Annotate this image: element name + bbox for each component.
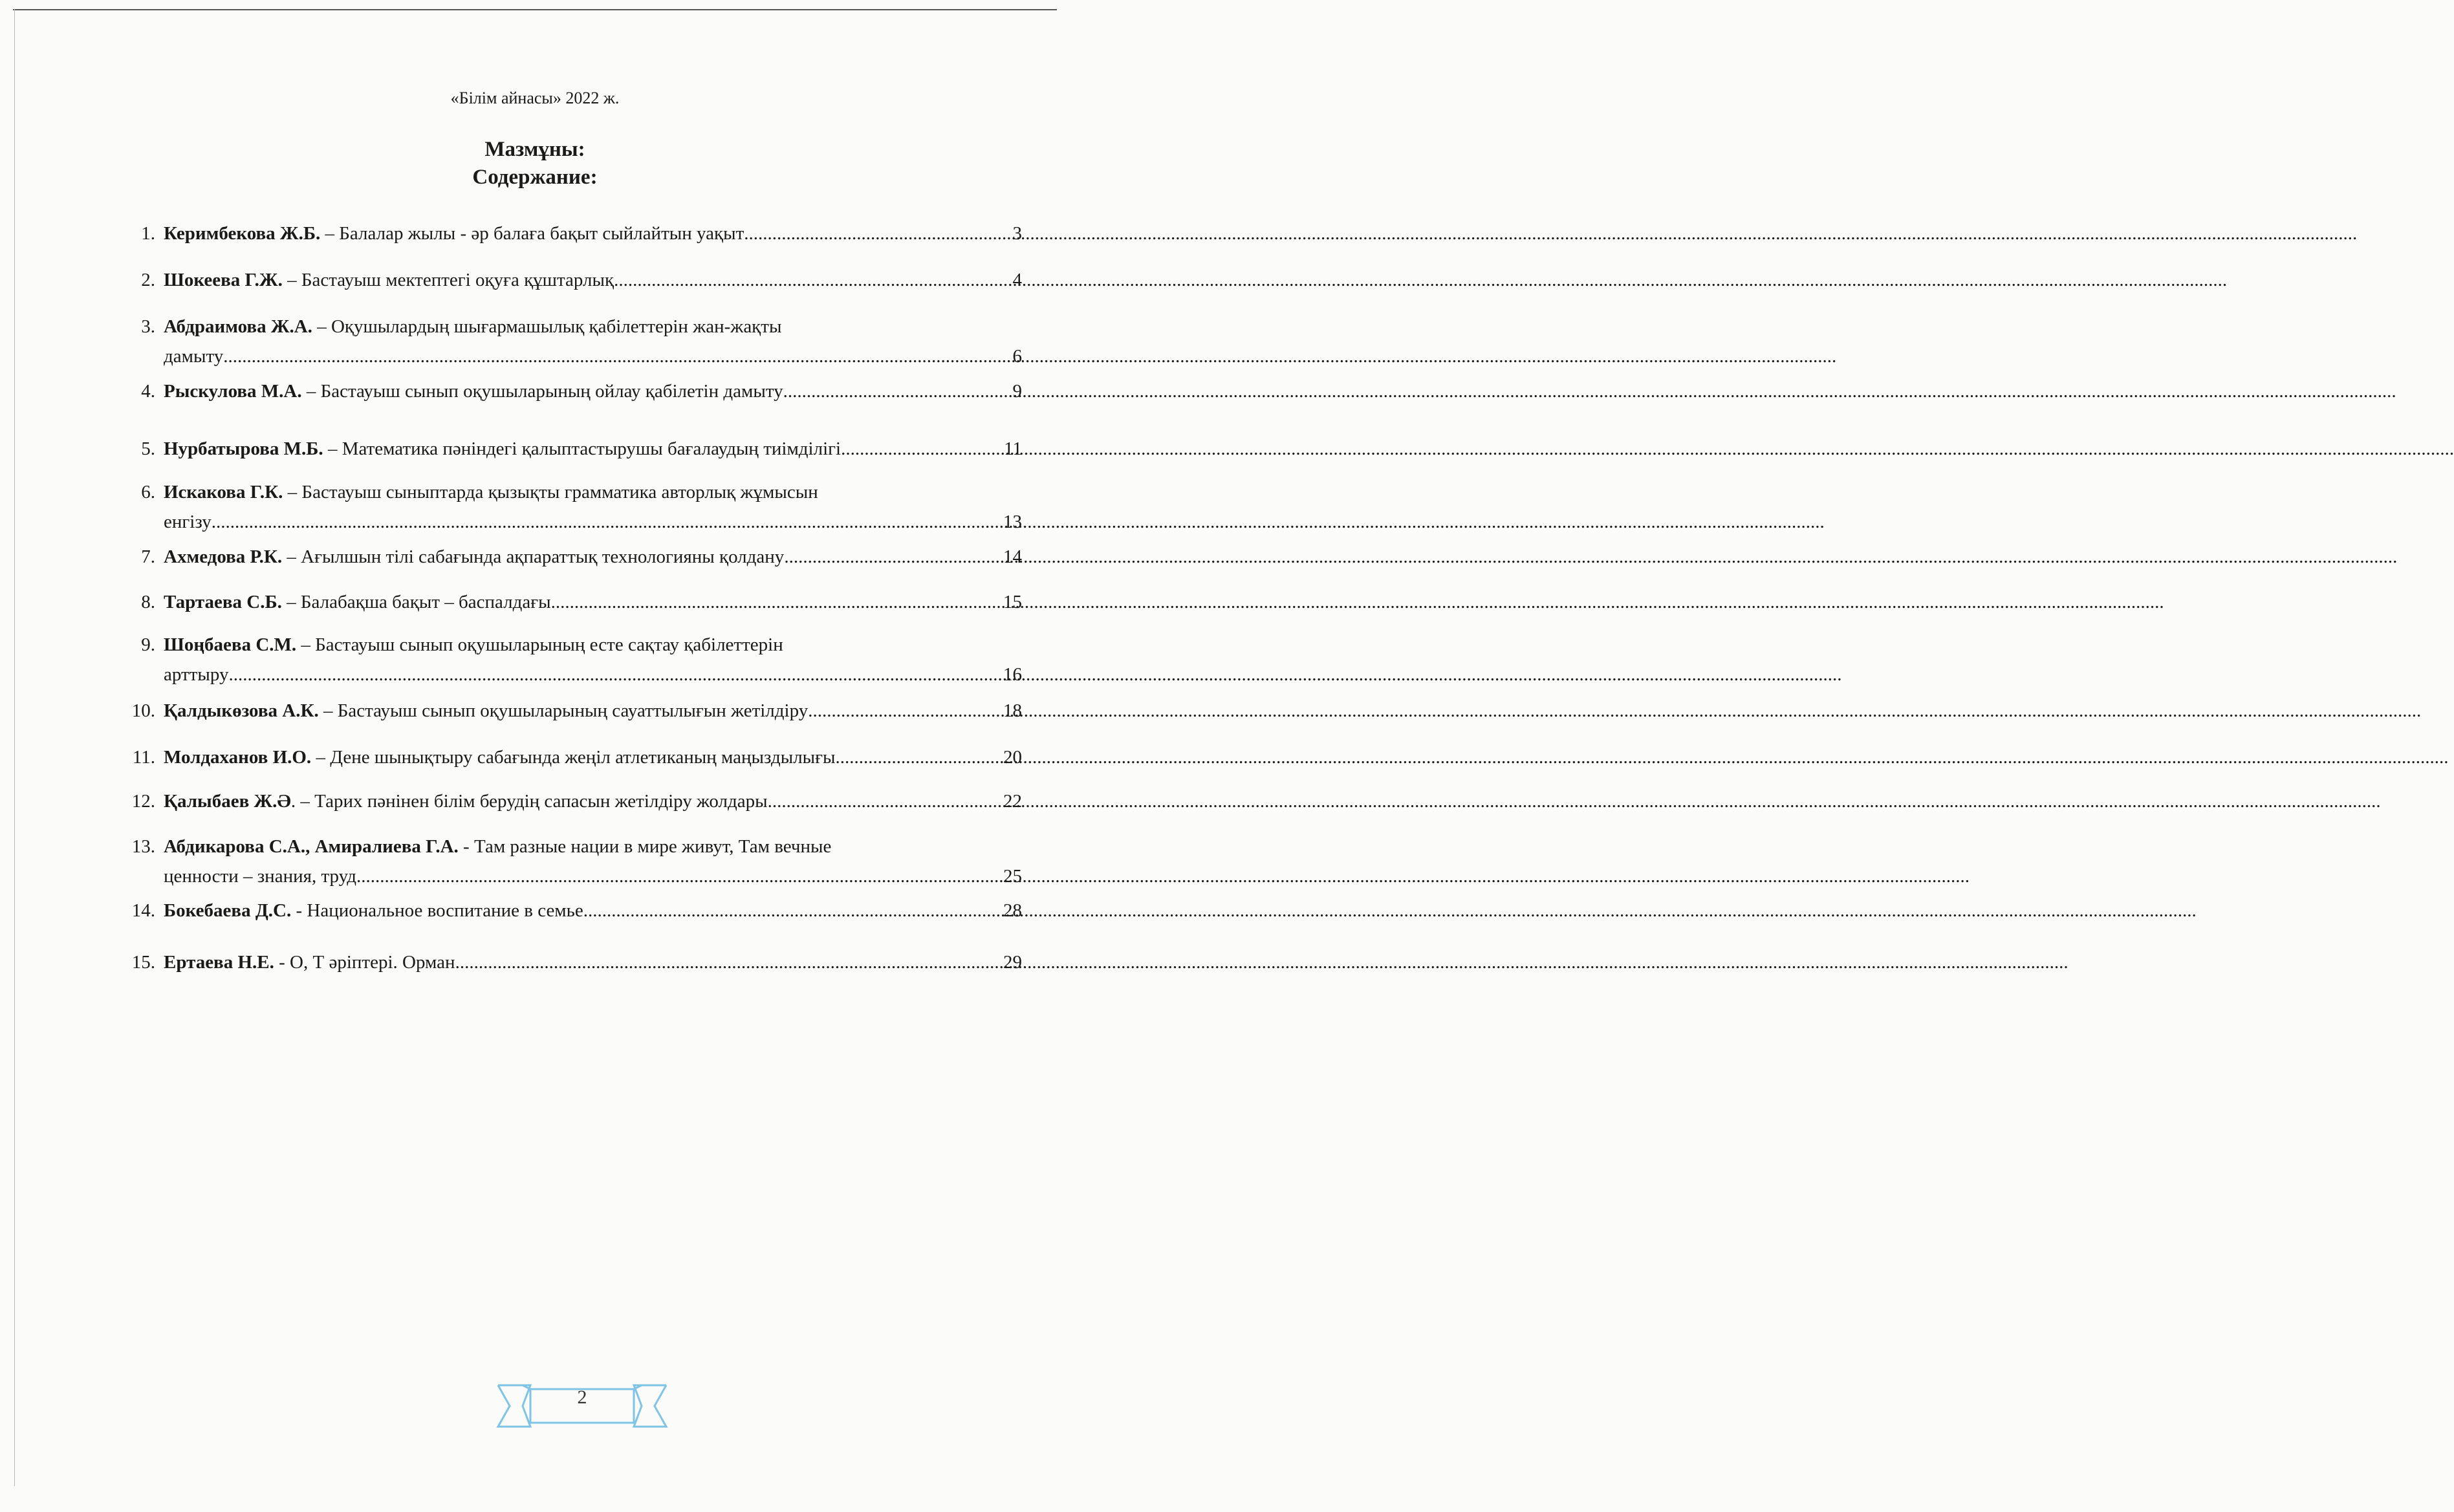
toc-entry-title: Математика пәніндегі қалыптастырушы бағалаудың тиімділігі (342, 438, 842, 459)
top-border-line (13, 9, 1057, 10)
toc-entry-title: Национальное воспитание в семье (307, 900, 583, 921)
toc-entry-separator: – (318, 700, 338, 721)
toc-entry-author: Қалдыкөзова А.К. (164, 700, 319, 721)
toc-entry-author: Бокебаева Д.С. (164, 900, 292, 921)
toc-entry-title: Там разные нации в мире живут, Там вечные (473, 836, 832, 857)
toc-entry-page: 22 (1003, 791, 1022, 812)
toc-entry-title: Оқушылардың шығармашылық қабілеттерін жан-жақты (331, 316, 782, 337)
toc-entry-page: 18 (1003, 700, 1022, 721)
toc-entry-number: 15. (131, 952, 155, 973)
toc-leader-dots (583, 896, 1003, 925)
toc-leader-dots (836, 742, 1003, 772)
toc-title-ru: Содержание: (472, 166, 598, 189)
toc-entry-author: Абдикарова С.А., Амиралиева Г.А. (164, 836, 459, 857)
toc-entry-page: 13 (1003, 512, 1022, 532)
toc-entry (116, 542, 1022, 572)
toc-leader-dots (455, 947, 1003, 977)
toc-leader-dots (808, 696, 1003, 726)
toc-entry-title: О, Т әріптері. Орман (290, 952, 455, 973)
toc-entry-title: Дене шынықтыру сабағында жеңіл атлетиканың маңыздылығы (330, 747, 836, 768)
toc-entry-separator: - (458, 836, 474, 857)
toc-entry-title: Бастауыш сынып оқушыларының есте сақтау қабілеттерін (315, 634, 783, 655)
toc-entry-page: 9 (1012, 381, 1022, 402)
toc-entry (116, 434, 1022, 464)
toc-entry-separator: – (301, 381, 321, 402)
toc-entry (116, 832, 1022, 891)
toc-entry-separator: – (282, 270, 301, 290)
toc-entry (116, 786, 1022, 816)
toc-entry-number: 8. (141, 592, 155, 612)
toc-leader-dots (228, 660, 1003, 689)
toc-entry-author: Тартаева С.Б. (164, 592, 282, 612)
toc-entry (116, 477, 1022, 537)
toc-entry-title-continued: енгізу (164, 512, 212, 532)
toc-entry-page: 29 (1003, 952, 1022, 973)
toc-entry-author: Шоңбаева С.М. (164, 634, 297, 655)
toc-entry-page: 15 (1003, 592, 1022, 612)
toc-leader-dots (841, 434, 1004, 464)
toc-entry-separator: – (282, 546, 301, 567)
toc-entry (116, 742, 1022, 772)
toc-entry-author: Ертаева Н.Е. (164, 952, 274, 973)
toc-entry-page: 11 (1004, 438, 1022, 459)
toc-entry-author: Нурбатырова М.Б. (164, 438, 323, 459)
toc-entry (116, 265, 1022, 295)
left-border-line (14, 9, 15, 1486)
toc-entry-number: 4. (141, 381, 155, 402)
toc-entry-page: 6 (1012, 346, 1022, 367)
toc-leader-dots (783, 376, 1013, 406)
toc-entry-title: Балабақша бақыт – баспалдағы (300, 592, 551, 612)
toc-entry-number: 5. (141, 438, 155, 459)
toc-entry (116, 312, 1022, 371)
toc-leader-dots (356, 861, 1003, 891)
toc-entry-title: Бастауыш сынып оқушыларының сауаттылығын жетілдіру (337, 700, 809, 721)
toc-entry-separator: – (312, 316, 331, 337)
toc-entry-title-continued: ценности – знания, труд (164, 866, 357, 887)
toc-entry-number: 9. (141, 634, 155, 655)
toc-entry-number: 3. (141, 316, 155, 337)
toc-leader-dots (212, 507, 1003, 537)
toc-entry-page: 4 (1012, 270, 1022, 290)
toc-entry (116, 587, 1022, 617)
toc-title-kz: Мазмұны: (484, 138, 585, 161)
toc-entry-separator: – (323, 438, 342, 459)
toc-entry-title: Тарих пәнінен білім берудің сапасын жетілдіру жолдары (314, 791, 768, 812)
toc-entry-number: 11. (132, 747, 155, 768)
toc-entry-separator: – (320, 223, 340, 244)
toc-entry (116, 219, 1022, 248)
toc-entry-number: 2. (141, 270, 155, 290)
toc-entry-page: 3 (1012, 223, 1022, 244)
toc-entry-separator: – (281, 592, 301, 612)
toc-entry-page: 20 (1003, 747, 1022, 768)
toc-entry-title: Бастауыш сынып оқушыларының ойлау қабілетін дамыту (320, 381, 783, 402)
toc-entry-number: 14. (131, 900, 155, 921)
toc-entry-separator: - (274, 952, 290, 973)
toc-entry-separator: - (291, 900, 307, 921)
toc-entry-title: Бастауыш мектептегі оқуға құштарлық (301, 270, 614, 290)
toc-entry-author: Абдраимова Ж.А. (164, 316, 312, 337)
toc-entry-number: 12. (131, 791, 155, 812)
toc-entry-number: 1. (141, 223, 155, 244)
toc-entry-author: Ахмедова Р.К. (164, 546, 283, 567)
toc-entry (116, 630, 1022, 689)
toc-leader-dots (551, 587, 1003, 617)
toc-entry-number: 7. (141, 546, 155, 567)
page-number: 2 (577, 1387, 587, 1408)
toc-entry-separator: . – (290, 791, 315, 812)
toc-entry-separator: – (283, 482, 302, 502)
toc-entry-separator: – (296, 634, 316, 655)
toc-entry-author: Қалыбаев Ж.Ә (164, 791, 291, 812)
toc-entry-number: 13. (131, 836, 155, 857)
page-footer (492, 1380, 673, 1432)
toc-entry (116, 947, 1022, 977)
toc-leader-dots (784, 542, 1003, 572)
toc-entry-title: Ағылшын тілі сабағында ақпараттық технологияны қолдану (301, 546, 785, 567)
toc-entry (116, 376, 1022, 406)
toc-entry-number: 6. (141, 482, 155, 502)
toc-leader-dots (614, 265, 1012, 295)
toc-entry-author: Молдаханов И.О. (164, 747, 312, 768)
toc-entry-page: 25 (1003, 866, 1022, 887)
toc-entry-title: Балалар жылы - әр балаға бақыт сыйлайтын уақыт (339, 223, 744, 244)
toc-entry-page: 14 (1003, 546, 1022, 567)
toc-leader-dots (223, 341, 1012, 371)
toc-entry-author: Керимбекова Ж.Б. (164, 223, 321, 244)
toc-entry-number: 10. (131, 700, 155, 721)
toc-entry-author: Искакова Г.К. (164, 482, 283, 502)
toc-leader-dots (768, 786, 1003, 816)
toc-entry-author: Шокеева Г.Ж. (164, 270, 283, 290)
toc-entry-title-continued: дамыту (164, 346, 224, 367)
toc-entry-title-continued: арттыру (164, 664, 229, 685)
toc-title-block (0, 136, 1070, 191)
toc-entry-title: Бастауыш сыныптарда қызықты грамматика авторлық жұмысын (301, 482, 818, 502)
toc-entry-page: 28 (1003, 900, 1022, 921)
toc-entry-separator: – (311, 747, 331, 768)
toc-leader-dots (744, 219, 1012, 248)
toc-entry (116, 896, 1022, 925)
toc-entry (116, 696, 1022, 726)
running-header: «Білім айнасы» 2022 ж. (450, 89, 620, 107)
toc-entry-page: 16 (1003, 664, 1022, 685)
toc-entry-author: Рыскулова М.А. (164, 381, 302, 402)
